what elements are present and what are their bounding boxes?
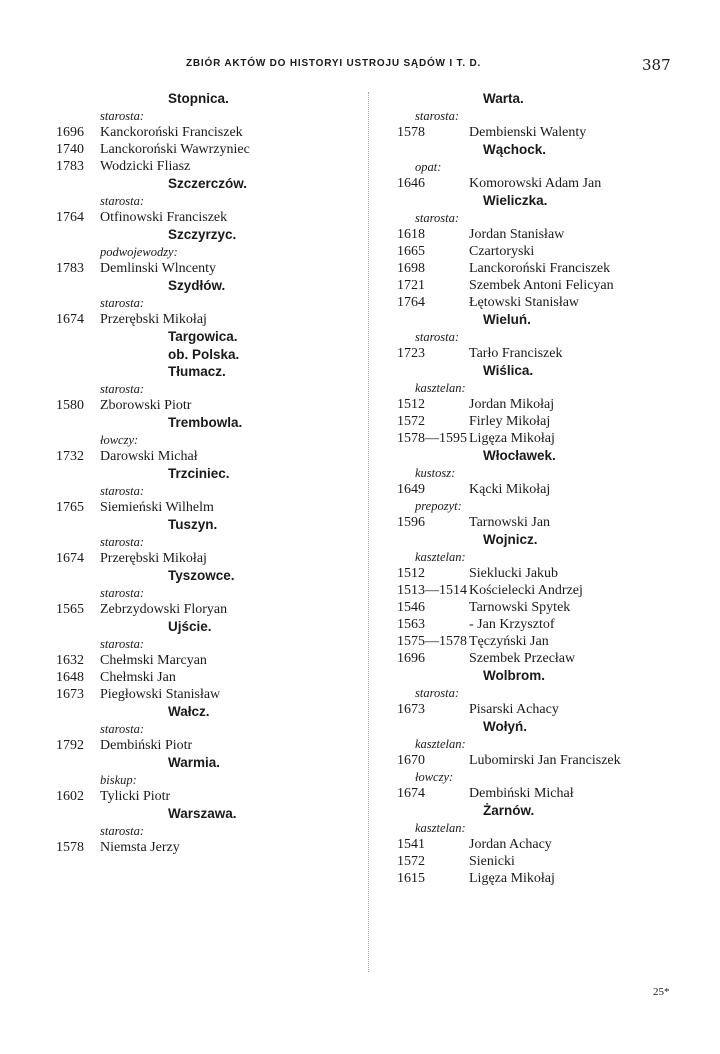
office-title: podwojewodzy: bbox=[100, 245, 178, 259]
place-heading: Trembowla. bbox=[168, 415, 243, 430]
entry-year: 1764 bbox=[56, 210, 84, 225]
place-section bbox=[56, 414, 286, 465]
entry-year: 1792 bbox=[56, 738, 84, 753]
place-section bbox=[375, 802, 685, 887]
place-subheading: ob. Polska. bbox=[168, 347, 240, 362]
right-column bbox=[375, 90, 685, 887]
list-item bbox=[375, 582, 685, 599]
list-item bbox=[375, 870, 685, 887]
list-item bbox=[56, 260, 286, 277]
place-heading: Tuszyn. bbox=[168, 517, 218, 532]
office-title: starosta: bbox=[415, 330, 459, 344]
list-item bbox=[375, 430, 685, 447]
place-section bbox=[56, 226, 286, 277]
entry-year: 1665 bbox=[397, 244, 425, 259]
place-section bbox=[375, 141, 685, 192]
office-title: starosta: bbox=[415, 211, 459, 225]
place-section bbox=[375, 90, 685, 141]
entry-year: 1670 bbox=[397, 753, 425, 768]
entry-year: 1596 bbox=[397, 515, 425, 530]
place-section bbox=[375, 531, 685, 667]
list-item bbox=[56, 839, 286, 856]
entry-name: Łętowski Stanisław bbox=[469, 295, 580, 310]
list-item bbox=[375, 853, 685, 870]
list-item bbox=[375, 175, 685, 192]
entry-year: 1615 bbox=[397, 871, 425, 886]
list-item bbox=[375, 413, 685, 430]
place-heading: Szczerczów. bbox=[168, 176, 248, 191]
entry-year: 1674 bbox=[397, 786, 425, 801]
place-heading: Wiślica. bbox=[483, 363, 534, 378]
list-item bbox=[375, 701, 685, 718]
left-column bbox=[56, 90, 286, 856]
place-section bbox=[56, 567, 286, 618]
list-item bbox=[56, 499, 286, 516]
entry-name: Firley Mikołaj bbox=[469, 414, 551, 429]
list-item bbox=[56, 737, 286, 754]
list-item bbox=[375, 514, 685, 531]
place-heading: Targowica. bbox=[168, 329, 238, 344]
list-item bbox=[375, 599, 685, 616]
entry-name: Chełmski Marcyan bbox=[100, 653, 207, 668]
entry-year: 1632 bbox=[56, 653, 84, 668]
office-title: kasztelan: bbox=[415, 381, 466, 395]
office-title: starosta: bbox=[100, 109, 144, 123]
entry-name: Szembek Antoni Felicyan bbox=[469, 278, 614, 293]
office-title: starosta: bbox=[415, 686, 459, 700]
running-title: ZBIÓR AKTÓW DO HISTORYI USTROJU SĄDÓW I T. D. bbox=[186, 58, 482, 69]
office-title: łowczy: bbox=[415, 770, 454, 784]
entry-name: Jordan Stanisław bbox=[469, 227, 565, 242]
list-item bbox=[375, 650, 685, 667]
place-heading: Wołyń. bbox=[483, 719, 528, 734]
entry-name: Otfinowski Franciszek bbox=[100, 210, 228, 225]
entry-name: Zebrzydowski Floryan bbox=[100, 602, 228, 617]
place-section bbox=[56, 175, 286, 226]
place-heading: Tyszowce. bbox=[168, 568, 235, 583]
entry-name: Siemieński Wilhelm bbox=[100, 500, 214, 515]
entry-year: 1649 bbox=[397, 482, 425, 497]
place-section bbox=[56, 328, 286, 363]
entry-name: Przerębski Mikołaj bbox=[100, 312, 207, 327]
place-heading: Wałcz. bbox=[168, 704, 210, 719]
place-section bbox=[56, 805, 286, 856]
office-title: starosta: bbox=[100, 637, 144, 651]
place-section bbox=[56, 465, 286, 516]
running-header bbox=[0, 56, 720, 78]
entry-name: Szembek Przecław bbox=[469, 651, 576, 666]
place-heading: Stopnica. bbox=[168, 91, 229, 106]
entry-name: Czartoryski bbox=[469, 244, 535, 259]
place-section bbox=[375, 192, 685, 311]
entry-name: Kanckoroński Franciszek bbox=[100, 125, 243, 140]
entry-year: 1572 bbox=[397, 854, 425, 869]
list-item bbox=[375, 481, 685, 498]
office-title: starosta: bbox=[100, 296, 144, 310]
office-title: starosta: bbox=[100, 194, 144, 208]
office-title: starosta: bbox=[100, 586, 144, 600]
entry-name: Kościelecki Andrzej bbox=[469, 583, 583, 598]
list-item bbox=[56, 601, 286, 618]
entry-name: Dembienski Walenty bbox=[469, 125, 587, 140]
list-item bbox=[56, 141, 286, 158]
entry-name: Tarnowski Jan bbox=[469, 515, 551, 530]
entry-name: Sienicki bbox=[469, 854, 515, 869]
place-section bbox=[375, 311, 685, 362]
entry-year: 1673 bbox=[397, 702, 425, 717]
entry-year: 1783 bbox=[56, 261, 84, 276]
entry-year: 1721 bbox=[397, 278, 425, 293]
entry-name: Dembiński Michał bbox=[469, 786, 574, 801]
office-title: starosta: bbox=[415, 109, 459, 123]
entry-name: Komorowski Adam Jan bbox=[469, 176, 602, 191]
entry-year: 1572 bbox=[397, 414, 425, 429]
entry-name: Wodzicki Fliasz bbox=[100, 159, 191, 174]
place-section bbox=[375, 362, 685, 447]
place-section bbox=[56, 277, 286, 328]
list-item bbox=[375, 785, 685, 802]
place-heading: Warszawa. bbox=[168, 806, 237, 821]
place-heading: Wieluń. bbox=[483, 312, 531, 327]
list-item bbox=[375, 752, 685, 769]
entry-name: Kącki Mikołaj bbox=[469, 482, 551, 497]
office-title: kasztelan: bbox=[415, 821, 466, 835]
list-item bbox=[56, 158, 286, 175]
list-item bbox=[375, 294, 685, 311]
entry-name: Tylicki Piotr bbox=[100, 789, 171, 804]
place-heading: Wojnicz. bbox=[483, 532, 538, 547]
list-item bbox=[375, 345, 685, 362]
place-heading: Warta. bbox=[483, 91, 524, 106]
place-section bbox=[375, 447, 685, 531]
entry-year: 1563 bbox=[397, 617, 425, 632]
entry-name: Dembiński Piotr bbox=[100, 738, 193, 753]
entry-name: Darowski Michał bbox=[100, 449, 198, 464]
list-item bbox=[375, 836, 685, 853]
list-item bbox=[375, 396, 685, 413]
list-item bbox=[56, 209, 286, 226]
list-item bbox=[375, 277, 685, 294]
page-number: 387 bbox=[642, 56, 671, 74]
place-heading: Warmia. bbox=[168, 755, 221, 770]
entry-name: Jordan Mikołaj bbox=[469, 397, 555, 412]
office-title: starosta: bbox=[100, 535, 144, 549]
entry-year: 1764 bbox=[397, 295, 425, 310]
place-heading: Tłumacz. bbox=[168, 364, 226, 379]
place-heading: Włocławek. bbox=[483, 448, 556, 463]
entry-year: 1602 bbox=[56, 789, 84, 804]
list-item bbox=[56, 448, 286, 465]
place-section bbox=[56, 618, 286, 703]
place-heading: Żarnów. bbox=[483, 803, 535, 818]
entry-name: Tarnowski Spytek bbox=[469, 600, 571, 615]
entry-name: Lanckoroński Franciszek bbox=[469, 261, 611, 276]
entry-name: Przerębski Mikołaj bbox=[100, 551, 207, 566]
list-item bbox=[56, 311, 286, 328]
list-item bbox=[56, 788, 286, 805]
place-section bbox=[375, 667, 685, 718]
list-item bbox=[56, 669, 286, 686]
list-item bbox=[375, 633, 685, 650]
office-title: starosta: bbox=[100, 722, 144, 736]
entry-name: Piegłowski Stanisław bbox=[100, 687, 221, 702]
entry-year: 1578—1595 bbox=[397, 431, 467, 446]
entry-name: Niemsta Jerzy bbox=[100, 840, 180, 855]
entry-year: 1546 bbox=[397, 600, 425, 615]
office-title: starosta: bbox=[100, 484, 144, 498]
list-item bbox=[375, 226, 685, 243]
signature-mark: 25* bbox=[653, 986, 670, 998]
entry-name: Ligęza Mikołaj bbox=[469, 871, 555, 886]
place-heading: Wieliczka. bbox=[483, 193, 548, 208]
place-heading: Trzciniec. bbox=[168, 466, 230, 481]
entry-year: 1648 bbox=[56, 670, 84, 685]
list-item bbox=[56, 652, 286, 669]
entry-year: 1783 bbox=[56, 159, 84, 174]
entry-year: 1512 bbox=[397, 397, 425, 412]
place-heading: Wąchock. bbox=[483, 142, 547, 157]
entry-name: Tęczyński Jan bbox=[469, 634, 549, 649]
place-section bbox=[56, 516, 286, 567]
place-section bbox=[56, 754, 286, 805]
entry-name: Ligęza Mikołaj bbox=[469, 431, 555, 446]
office-title: opat: bbox=[415, 160, 442, 174]
office-title: prepozyt: bbox=[415, 499, 462, 513]
place-heading: Wolbrom. bbox=[483, 668, 545, 683]
place-section bbox=[56, 90, 286, 175]
entry-name: Chełmski Jan bbox=[100, 670, 176, 685]
entry-year: 1578 bbox=[56, 840, 84, 855]
entry-year: 1696 bbox=[56, 125, 84, 140]
entry-year: 1565 bbox=[56, 602, 84, 617]
list-item bbox=[56, 686, 286, 703]
entry-year: 1512 bbox=[397, 566, 425, 581]
entry-year: 1513—1514 bbox=[397, 583, 467, 598]
office-title: starosta: bbox=[100, 824, 144, 838]
list-item bbox=[375, 124, 685, 141]
list-item bbox=[56, 397, 286, 414]
entry-name: Pisarski Achacy bbox=[469, 702, 559, 717]
entry-year: 1578 bbox=[397, 125, 425, 140]
place-section bbox=[56, 363, 286, 414]
entry-name: Tarło Franciszek bbox=[469, 346, 563, 361]
entry-year: 1698 bbox=[397, 261, 425, 276]
office-title: biskup: bbox=[100, 773, 137, 787]
list-item bbox=[56, 550, 286, 567]
entry-name: Zborowski Piotr bbox=[100, 398, 192, 413]
entry-year: 1618 bbox=[397, 227, 425, 242]
entry-year: 1674 bbox=[56, 551, 84, 566]
place-heading: Szydłów. bbox=[168, 278, 226, 293]
entry-name: Jordan Achacy bbox=[469, 837, 552, 852]
entry-name: Lanckoroński Wawrzyniec bbox=[100, 142, 250, 157]
entry-name: - Jan Krzysztof bbox=[469, 617, 555, 632]
office-title: kasztelan: bbox=[415, 550, 466, 564]
list-item bbox=[56, 124, 286, 141]
list-item bbox=[375, 616, 685, 633]
entry-year: 1723 bbox=[397, 346, 425, 361]
entry-year: 1580 bbox=[56, 398, 84, 413]
entry-year: 1575—1578 bbox=[397, 634, 467, 649]
entry-year: 1673 bbox=[56, 687, 84, 702]
entry-year: 1541 bbox=[397, 837, 425, 852]
entry-year: 1765 bbox=[56, 500, 84, 515]
list-item bbox=[375, 243, 685, 260]
entry-year: 1732 bbox=[56, 449, 84, 464]
entry-year: 1696 bbox=[397, 651, 425, 666]
office-title: starosta: bbox=[100, 382, 144, 396]
list-item bbox=[375, 260, 685, 277]
column-divider bbox=[368, 92, 369, 972]
place-section bbox=[56, 703, 286, 754]
entry-year: 1646 bbox=[397, 176, 425, 191]
place-heading: Ujście. bbox=[168, 619, 212, 634]
entry-name: Demlinski Wlncenty bbox=[100, 261, 216, 276]
office-title: kasztelan: bbox=[415, 737, 466, 751]
place-section bbox=[375, 718, 685, 802]
entry-year: 1740 bbox=[56, 142, 84, 157]
office-title: łowczy: bbox=[100, 433, 139, 447]
entry-name: Sieklucki Jakub bbox=[469, 566, 559, 581]
entry-name: Lubomirski Jan Franciszek bbox=[469, 753, 621, 768]
office-title: kustosz: bbox=[415, 466, 456, 480]
list-item bbox=[375, 565, 685, 582]
entry-year: 1674 bbox=[56, 312, 84, 327]
place-heading: Szczyrzyc. bbox=[168, 227, 237, 242]
